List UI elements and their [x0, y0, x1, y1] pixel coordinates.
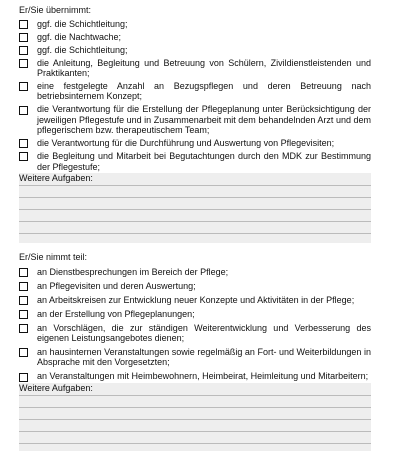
- writing-line: [19, 209, 371, 210]
- checkbox[interactable]: [19, 348, 28, 357]
- writing-line: [19, 431, 371, 432]
- checkbox[interactable]: [19, 324, 28, 333]
- checklist-item: [19, 81, 371, 102]
- checkbox[interactable]: [19, 33, 28, 42]
- item-text: an hausinternen Veranstaltungen sowie regelmäßig an Fort- und Weiterbildungen in Absprache mit den Vorgesetzten;: [37, 347, 371, 368]
- item-text: an Veranstaltungen mit Heimbewohnern, Heimbeirat, Heimleitung und Mitarbeitern;: [37, 371, 369, 382]
- writing-line: [19, 395, 371, 396]
- checkbox[interactable]: [19, 20, 28, 29]
- item-text: an Pflegevisiten und deren Auswertung;: [37, 280, 196, 291]
- participation-checklist: [19, 267, 371, 382]
- writing-line: [19, 185, 371, 186]
- writing-line: [19, 419, 371, 420]
- checklist-item: [19, 19, 371, 29]
- writing-line: [19, 443, 371, 444]
- checklist-item: [19, 267, 371, 277]
- checklist-item: [19, 32, 371, 42]
- writing-line: [19, 233, 371, 234]
- checklist-item: [19, 371, 371, 381]
- item-text: ggf. die Schichtleitung;: [37, 18, 128, 29]
- checkbox[interactable]: [19, 310, 28, 319]
- item-text: an Arbeitskreisen zur Entwicklung neuer Konzepte und Aktivitäten in der Pflege;: [37, 294, 355, 305]
- weitere-aufgaben-label: Weitere Aufgaben:: [19, 173, 93, 184]
- checkbox[interactable]: [19, 59, 28, 68]
- task-checklist: [19, 19, 371, 172]
- weitere-aufgaben-label: Weitere Aufgaben:: [19, 382, 93, 393]
- section-ubernimmt: [19, 4, 371, 243]
- checklist-item: [19, 104, 371, 135]
- checklist-item: [19, 295, 371, 305]
- checkbox[interactable]: [19, 82, 28, 91]
- checklist-item: [19, 151, 371, 172]
- section-title: Er/Sie nimmt teil:: [19, 252, 88, 263]
- section-title: Er/Sie übernimmt:: [19, 5, 92, 15]
- document-page: [19, 0, 371, 451]
- checklist-item: [19, 323, 371, 344]
- weitere-aufgaben-field[interactable]: [19, 383, 371, 451]
- item-text: ggf. die Nachtwache;: [37, 31, 122, 42]
- writing-line: [19, 221, 371, 222]
- item-text: an der Erstellung von Pflegeplanungen;: [37, 308, 195, 319]
- checkbox[interactable]: [19, 268, 28, 277]
- checklist-item: [19, 347, 371, 368]
- item-text: an Vorschlägen, die zur ständigen Weiterentwicklung und Verbesserung des eigenen Leistungsangebotes dienen;: [37, 322, 371, 344]
- checkbox[interactable]: [19, 106, 28, 115]
- checklist-item: [19, 58, 371, 79]
- checklist-item: [19, 45, 371, 55]
- weitere-aufgaben-field[interactable]: [19, 173, 371, 243]
- checkbox[interactable]: [19, 282, 28, 291]
- checklist-item: [19, 281, 371, 291]
- item-text: ggf. die Schichtleitung;: [37, 44, 128, 55]
- checkbox[interactable]: [19, 373, 28, 382]
- item-text: an Dienstbesprechungen im Bereich der Pflege;: [37, 266, 229, 277]
- checklist-item: [19, 309, 371, 319]
- item-text: eine festgelegte Anzahl an Bezugspflegen und deren Betreuung nach betriebsinternem Konzept;: [37, 81, 371, 102]
- item-text: die Begleitung und Mitarbeit bei Begutachtungen durch den MDK zur Bestimmung der Pflegestufe;: [37, 151, 371, 172]
- writing-line: [19, 407, 371, 408]
- writing-line: [19, 197, 371, 198]
- checkbox[interactable]: [19, 152, 28, 161]
- checklist-item: [19, 138, 371, 148]
- section-nimmt-teil: [19, 251, 371, 451]
- item-text: die Verantwortung für die Erstellung der Pflegeplanung unter Berücksichtigung der jeweiligen Pflegestufe und in Zusammenarbeit mit dem behandelnden Arzt und dem pflegerischem bzw. therapeutischem Team;: [37, 104, 371, 136]
- item-text: die Anleitung, Begleitung und Betreuung von Schülern, Zivildienstleistenden und Praktikanten;: [37, 57, 371, 78]
- checkbox[interactable]: [19, 296, 28, 305]
- checkbox[interactable]: [19, 46, 28, 55]
- checkbox[interactable]: [19, 139, 28, 148]
- item-text: die Verantwortung für die Durchführung und Auswertung von Pflegevisiten;: [37, 138, 335, 149]
